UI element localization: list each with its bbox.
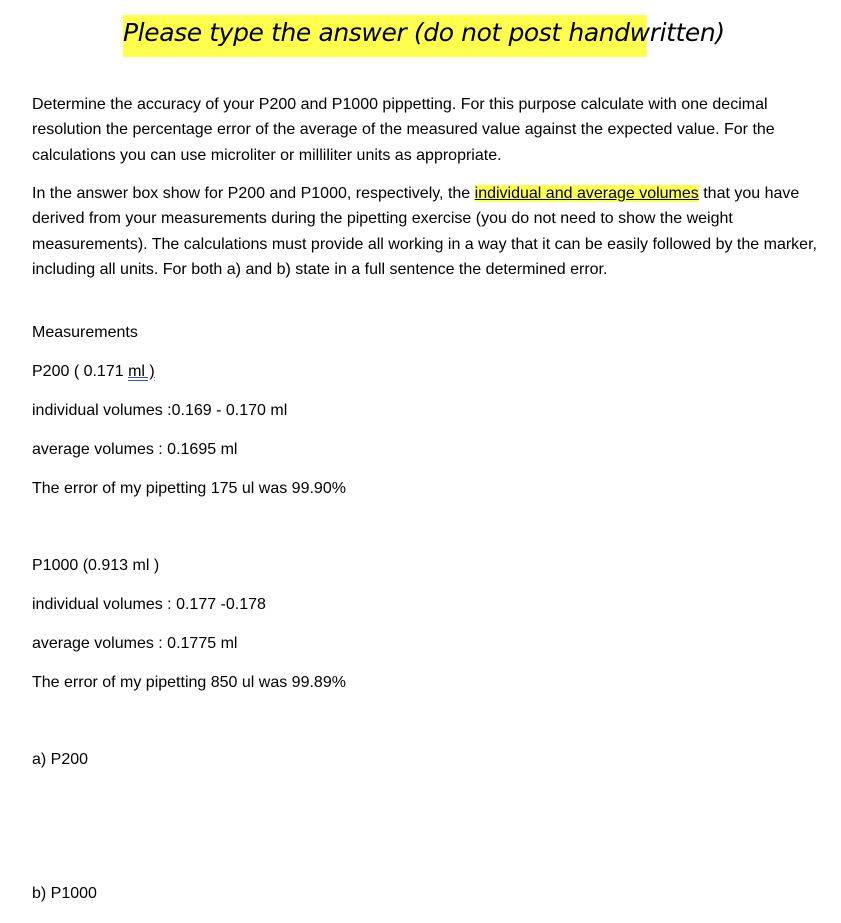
answer-b-label: b) P1000 bbox=[32, 885, 97, 902]
p200-individual-volumes: individual volumes :0.169 - 0.170 ml bbox=[32, 402, 288, 419]
p200-label-unit: ml ) bbox=[128, 363, 155, 380]
instructions-paragraph-1: Determine the accuracy of your P200 and P1000 pippetting. For this purpose calculate with one decimal resolution the percentage error of the average of the measured value against the expected value. For the calculations you can use microliter or milliliter units as appropriate. bbox=[32, 96, 775, 164]
p200-error-statement: The error of my pipetting 175 ul was 99.90% bbox=[32, 480, 346, 497]
p1000-average-volume: average volumes : 0.1775 ml bbox=[32, 635, 238, 652]
p200-label bbox=[32, 362, 155, 382]
highlighted-phrase: individual and average volumes bbox=[474, 185, 699, 202]
p200-label-text: P200 ( 0.171 bbox=[32, 363, 129, 380]
p1000-individual-volumes: individual volumes : 0.177 -0.178 bbox=[32, 596, 266, 613]
p1000-error-statement: The error of my pipetting 850 ul was 99.89% bbox=[32, 674, 346, 691]
measurements-heading: Measurements bbox=[32, 324, 138, 341]
p200-average-volume: average volumes : 0.1695 ml bbox=[32, 441, 238, 458]
page-title: Please type the answer (do not post handwritten) bbox=[123, 18, 725, 47]
answer-a-label: a) P200 bbox=[32, 751, 89, 768]
paragraph-2-text-start: In the answer box show for P200 and P1000, respectively, the bbox=[32, 185, 475, 202]
paragraph-2-text-end: that you have derived from your measurements during the pipetting exercise (you do not need to show the weight measurements). The calculations must provide all working in a way that it can be easily followed by the marker, including all units. For both a) and b) state in a full sentence the determined error. bbox=[32, 185, 817, 278]
p1000-label: P1000 (0.913 ml ) bbox=[32, 557, 160, 574]
instructions-paragraph-2 bbox=[32, 181, 817, 282]
